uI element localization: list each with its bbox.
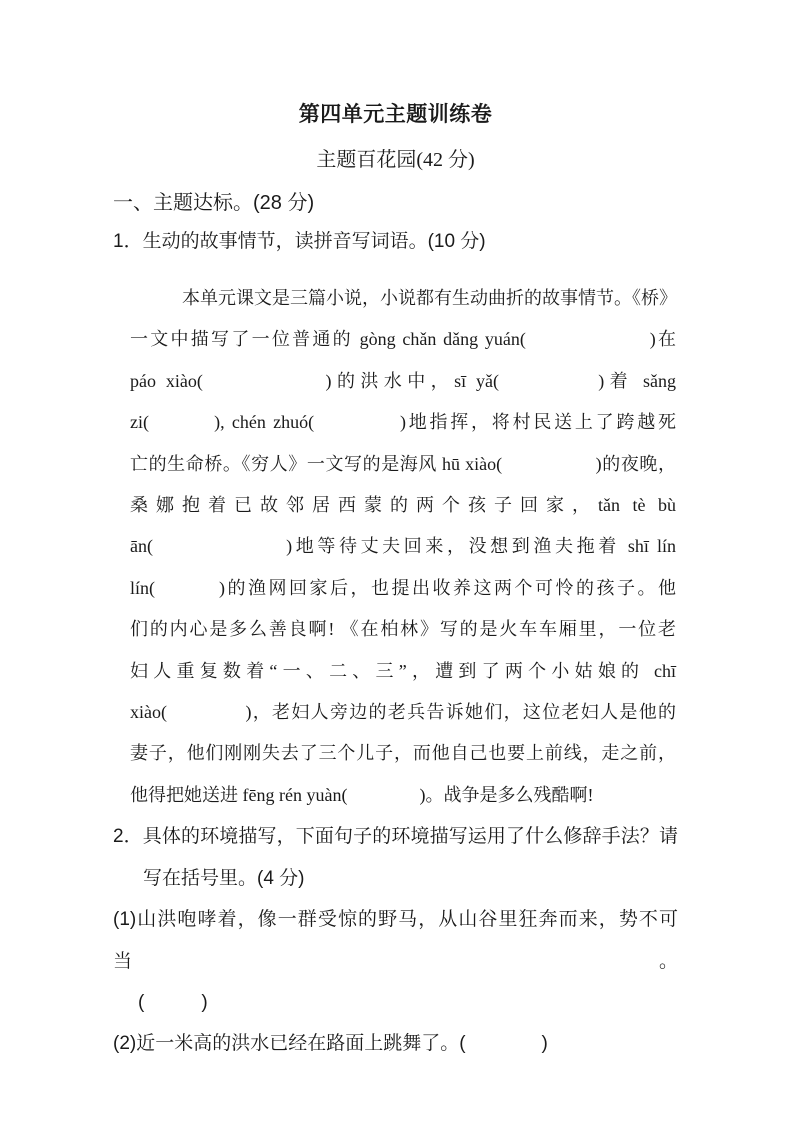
passage-line: ān( )地等待丈夫回来，没想到渔夫拖着 shī lín (130, 536, 676, 557)
passage-line: páo xiào( )的洪水中，sī yǎ( )着 sǎng (130, 370, 676, 391)
question-1-passage (130, 278, 676, 816)
question-2-item-1-answer-blank: ( ) (138, 991, 208, 1013)
question-1-label: 1．生动的故事情节，读拼音写词语。(10 分) (113, 231, 486, 252)
section-banner: 主题百花园(42 分) (316, 149, 475, 171)
passage-line: 他得把她送进 fēng rén yuàn( )。战争是多么残酷啊! (130, 784, 594, 805)
passage-line: 亡的生命桥。《穷人》一文写的是海风 hū xiào( )的夜晚， (130, 453, 676, 474)
passage-line: 妻子，他们刚刚失去了三个儿子，而他自己也要上前线，走之前， (130, 743, 676, 764)
passage-line: xiào( )，老妇人旁边的老兵告诉她们，这位老妇人是他的 (130, 702, 676, 723)
worksheet-content (113, 104, 678, 1065)
passage-line: 本单元课文是三篇小说，小说都有生动曲折的故事情节。《桥》 (182, 288, 677, 308)
page-title: 第四单元主题训练卷 (298, 103, 493, 126)
passage-line: lín( )的渔网回家后，也提出收养这两个可怜的孩子。他 (130, 577, 676, 598)
section-1-heading: 一、主题达标。(28 分) (113, 192, 315, 214)
question-2-label-line-1: 2．具体的环境描写，下面句子的环境描写运用了什么修辞手法？请 (113, 826, 678, 848)
passage-line: 桑娜抱着已故邻居西蒙的两个孩子回家，tǎn tè bù (130, 495, 676, 516)
passage-line: 们的内心是多么善良啊! 《在柏林》写的是火车车厢里，一位老 (130, 619, 676, 640)
question-2-label-line-2: 写在括号里。(4 分) (143, 867, 305, 889)
passage-line: zi( ), chén zhuó( )地指挥，将村民送上了跨越死 (130, 412, 676, 433)
passage-line: 妇人重复数着“一、二、三”，遭到了两个小姑娘的 chī (130, 660, 676, 681)
passage-line: 一文中描写了一位普通的 gòng chǎn dǎng yuán( )在 (130, 329, 676, 350)
question-2-item-1-text: (1)山洪咆哮着，像一群受惊的野马，从山谷里狂奔而来，势不可当。 (113, 909, 678, 972)
question-2-item-2-text: (2)近一米高的洪水已经在路面上跳舞了。( ) (113, 1033, 548, 1055)
